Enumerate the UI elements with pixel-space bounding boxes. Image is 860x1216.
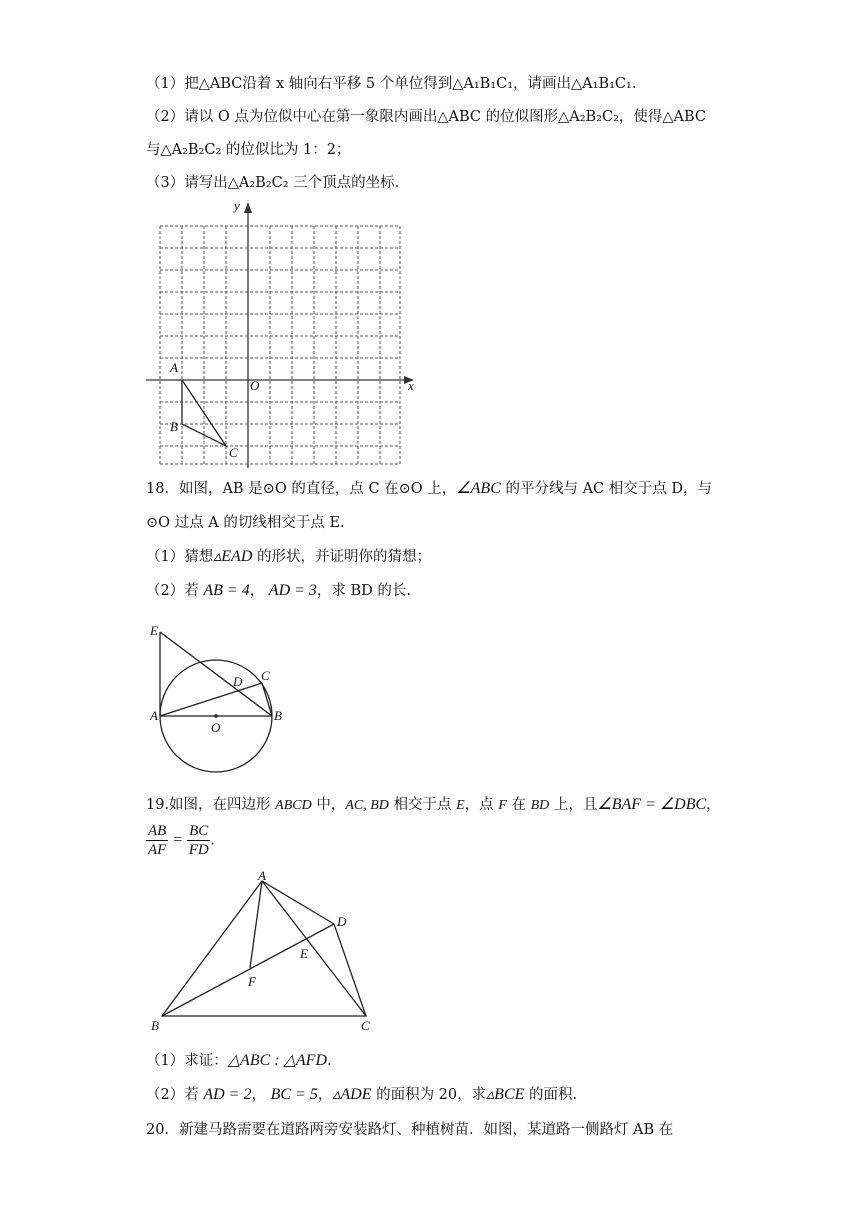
q19-ad-value: AD = 2 [203, 1086, 252, 1103]
label-c: C [261, 668, 270, 683]
q19-part2 [146, 1085, 577, 1105]
segment-ac [160, 683, 262, 716]
quadrilateral-abcd [162, 881, 366, 1016]
q18-circle-figure [140, 618, 300, 778]
q19-text: 的面积. [524, 1087, 578, 1103]
q18-text: ，求 BD 的长. [316, 583, 412, 599]
q18-part1 [146, 547, 431, 567]
q19-text: 在 [506, 797, 531, 813]
q18-triangle-ead: ▵EAD [213, 548, 253, 565]
q19-fraction-ab-af [146, 822, 168, 859]
point-a-label: A [170, 360, 178, 375]
q20-line1: 20．新建马路需要在道路两旁安装路灯、种植树苗．如图，某道路一侧路灯 AB 在 [146, 1122, 674, 1138]
q19-text: ，点 [464, 797, 499, 813]
label-b: B [151, 1018, 159, 1033]
label-b: B [274, 708, 282, 723]
q18-text: （2）若 [146, 583, 204, 599]
y-axis-arrow-icon [244, 202, 252, 213]
q19-triangle-bce: ▵BCE [486, 1086, 525, 1103]
q19-similarity: △ABC : △AFD [227, 1052, 327, 1069]
q19-frac-num: BC [189, 823, 209, 839]
q17-part1: （1）把△ABC沿着 x 轴向右平移 5 个单位得到△A₁B₁C₁，请画出△A₁B₁C₁. [146, 76, 637, 92]
q18-text: ， [249, 583, 269, 599]
q19-fraction-bc-fd [187, 822, 210, 859]
q19-text: （2）若 [146, 1087, 204, 1103]
q19-text: . [327, 1053, 332, 1069]
segment-bd [162, 924, 334, 1016]
label-o: O [211, 720, 221, 735]
label-f: F [248, 974, 256, 989]
q19-text: 19.如图，在四边形 [146, 797, 276, 813]
label-c: C [361, 1018, 370, 1033]
origin-label: O [250, 378, 260, 393]
q17-part2-line1: （2）请以 O 点为位似中心在第一象限内画出△ABC 的位似图形△A₂B₂C₂，使得△ABC [146, 109, 707, 125]
segment-eb [160, 632, 272, 716]
q18-ab-value: AB = 4 [203, 582, 250, 599]
q19-quad-abcd: ABCD [275, 798, 312, 813]
q19-quadrilateral-figure [145, 866, 385, 1042]
q19-point-e: E [456, 798, 465, 813]
q19-text: ， [251, 1087, 271, 1103]
point-b-label: B [170, 419, 178, 434]
segment-cb [262, 683, 272, 716]
x-axis-label: x [408, 378, 414, 393]
q18-angle-abc: ∠ABC [456, 480, 501, 497]
q18-line2: ⊙O 过点 A 的切线相交于点 E. [146, 515, 345, 531]
q19-ratio [146, 822, 215, 859]
q19-triangle-ade: ▵ADE [332, 1086, 372, 1103]
label-a: A [258, 868, 266, 883]
q19-text: ， [317, 1087, 333, 1103]
q19-point-f: F [498, 798, 507, 813]
label-d: D [337, 914, 347, 929]
q18-part2 [146, 581, 411, 601]
segment-ac [262, 881, 366, 1016]
q18-text: 18．如图，AB 是⊙O 的直径，点 C 在⊙O 上， [146, 481, 457, 497]
label-a: A [150, 708, 158, 723]
q19-line1 [146, 795, 721, 816]
q18-line1 [146, 479, 712, 499]
q18-text: 的平分线与 AC 相交于点 D，与 [500, 481, 712, 497]
q19-text: ， [706, 797, 721, 813]
label-d: D [233, 674, 243, 689]
q19-text: （1）求证： [146, 1053, 228, 1069]
q18-text: 的形状，并证明你的猜想； [252, 549, 431, 565]
q17-part2-line2: 与△A₂B₂C₂ 的位似比为 1：2； [146, 142, 351, 158]
label-e: E [150, 623, 158, 638]
label-e: E [300, 946, 308, 961]
grid-lines [160, 226, 400, 464]
q19-equals: = [168, 831, 188, 849]
q19-ac-bd: AC, BD [345, 798, 389, 813]
q18-text: （1）猜想 [146, 549, 214, 565]
q19-frac-num: AB [148, 823, 167, 839]
q19-part1 [146, 1051, 332, 1071]
q19-bd: BD [530, 798, 550, 813]
q19-bc-value: BC = 5 [270, 1086, 318, 1103]
q19-frac-den: AF [148, 842, 167, 858]
point-c-label: C [229, 445, 238, 460]
q19-text: 相交于点 [388, 797, 457, 813]
q17-part3: （3）请写出△A₂B₂C₂ 三个顶点的坐标. [146, 175, 400, 191]
q19-text: 上，且 [549, 797, 598, 813]
y-axis-label: y [234, 198, 240, 213]
q19-text: 中， [311, 797, 346, 813]
q17-grid-figure [140, 196, 420, 468]
q19-text: . [210, 832, 215, 849]
q19-frac-den: FD [188, 842, 209, 858]
q19-text: 的面积为 20，求 [371, 1087, 487, 1103]
q18-ad-value: AD = 3 [268, 582, 317, 599]
q19-angle-condition: ∠BAF = ∠DBC [597, 796, 707, 813]
center-dot [214, 714, 218, 718]
